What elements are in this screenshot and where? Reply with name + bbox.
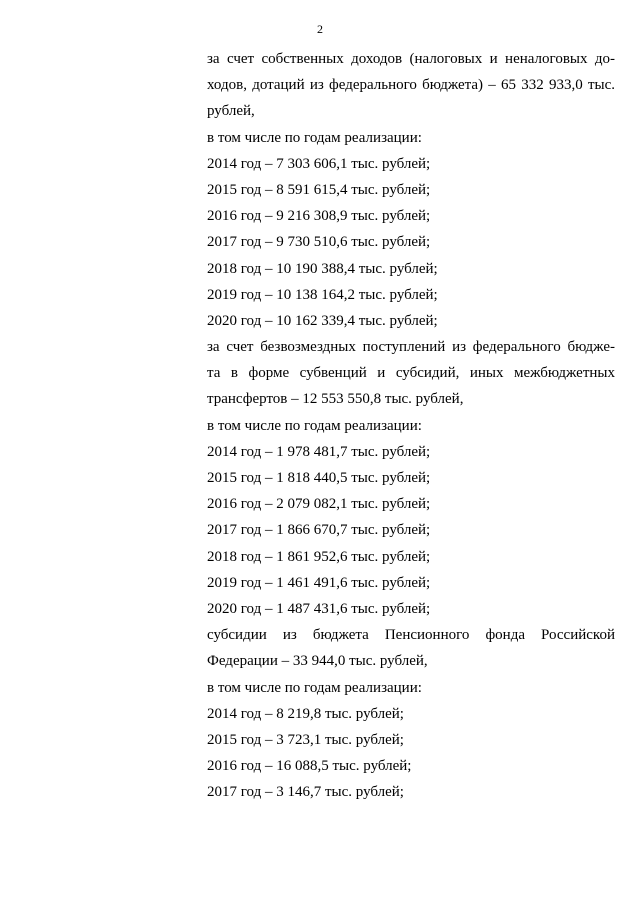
body-line: за счет собственных доходов (налоговых и неналоговых до- [207,51,615,67]
body-line: 2019 год – 1 461 491,6 тыс. рублей; [207,574,431,591]
body-line: субсидии из бюджета Пенсионного фонда Российской [207,627,615,644]
body-line: 2016 год – 9 216 308,9 тыс. рублей; [207,208,431,225]
body-line: 2014 год – 8 219,8 тыс. рублей; [207,705,404,722]
body-line: 2015 год – 3 723,1 тыс. рублей; [207,731,404,748]
body-line: 2014 год – 1 978 481,7 тыс. рублей; [207,443,431,460]
body-line: 2015 год – 1 818 440,5 тыс. рублей; [207,470,431,486]
body-line: 2017 год – 9 730 510,6 тыс. рублей; [207,234,431,251]
document-body [207,46,615,805]
body-line: 2019 год – 10 138 164,2 тыс. рублей; [207,286,438,303]
body-line: ходов, дотаций из федерального бюджета) – 65 332 933,0 тыс. [207,77,615,94]
body-line: 2017 год – 3 146,7 тыс. рублей; [207,784,404,801]
body-line: 2015 год – 8 591 615,4 тыс. рублей; [207,181,431,198]
body-line: в том числе по годам реализации: [207,417,422,434]
page-number: 2 [317,22,323,36]
body-line: 2018 год – 1 861 952,6 тыс. рублей; [207,548,431,565]
body-line: в том числе по годам реализации: [207,679,422,696]
body-line: в том числе по годам реализации: [207,129,422,146]
body-line: за счет безвозмездных поступлений из федерального бюдже- [207,339,615,356]
body-line: 2020 год – 1 487 431,6 тыс. рублей; [207,600,431,617]
body-line: 2018 год – 10 190 388,4 тыс. рублей; [207,260,438,277]
body-line: трансфертов – 12 553 550,8 тыс. рублей, [207,391,464,408]
body-line: 2016 год – 2 079 082,1 тыс. рублей; [207,496,431,513]
body-line: 2017 год – 1 866 670,7 тыс. рублей; [207,522,431,539]
body-line: 2020 год – 10 162 339,4 тыс. рублей; [207,312,438,329]
body-line: та в форме субвенций и субсидий, иных межбюджетных [207,365,615,382]
body-line: Федерации – 33 944,0 тыс. рублей, [207,653,428,670]
body-line: 2014 год – 7 303 606,1 тыс. рублей; [207,155,431,172]
body-line: рублей, [207,103,255,120]
body-line: 2016 год – 16 088,5 тыс. рублей; [207,758,412,775]
